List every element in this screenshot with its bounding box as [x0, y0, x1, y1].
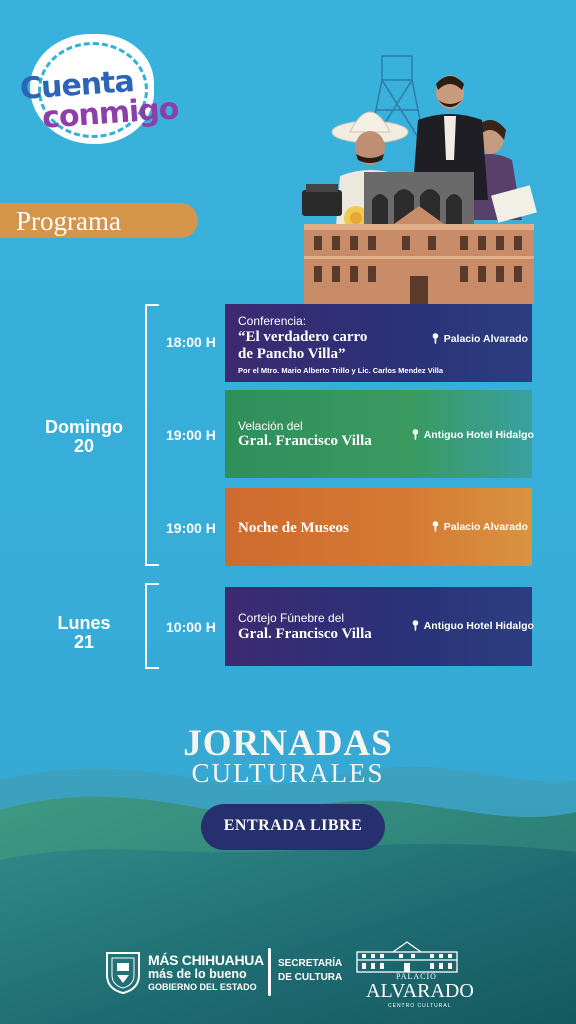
footer-divider [268, 948, 271, 996]
event-time: 18:00 H [166, 334, 216, 350]
programa-label [0, 203, 198, 238]
day-name: Domingo [45, 417, 123, 437]
day-number: 21 [73, 632, 95, 652]
location-text: Palacio Alvarado [443, 333, 528, 345]
centro-cultural-text: CENTRO CULTURAL [388, 1003, 452, 1009]
de-cultura-text: DE CULTURA [278, 972, 343, 983]
alvarado-text: ALVARADO [366, 980, 474, 1002]
day-name: Lunes [57, 613, 111, 633]
secretaria-text: SECRETARÍA [278, 958, 343, 969]
palacio-text: PALACIO [396, 972, 437, 981]
event-time: 10:00 H [166, 619, 216, 635]
event-title-line1: “El verdadero carro [238, 329, 368, 345]
day-number: 20 [73, 436, 95, 456]
event-card-conferencia [225, 304, 532, 382]
logo-word-conmigo: conmigo [40, 91, 180, 136]
day-label-domingo [36, 418, 132, 456]
gobierno-estado-text: GOBIERNO DEL ESTADO [148, 982, 257, 992]
event-location [409, 429, 534, 441]
event-kind: Velación del [238, 419, 303, 433]
historical-collage-image [298, 50, 540, 304]
jornadas-title: JORNADAS [183, 723, 393, 764]
event-time: 19:00 H [166, 427, 216, 443]
logo-word-cuenta: Cuenta [18, 64, 135, 107]
event-time: 19:00 H [166, 520, 216, 536]
location-pin-icon: 📍︎ [409, 621, 422, 632]
cuenta-conmigo-logo [18, 28, 196, 146]
event-credit: Por el Mtro. Mario Alberto Trillo y Lic. Carlos Mendez Villa [238, 366, 444, 375]
location-text: Palacio Alvarado [443, 521, 528, 533]
culturales-title: CULTURALES [191, 758, 385, 788]
location-pin-icon: 📍︎ [429, 334, 442, 345]
location-pin-icon: 📍︎ [429, 522, 442, 533]
mas-chihuahua-text: MÁS CHIHUAHUA [148, 952, 264, 968]
entrada-libre-badge [201, 804, 385, 850]
event-location [429, 333, 528, 345]
day-bracket-lunes [145, 583, 159, 669]
mas-de-lo-bueno-text: más de lo bueno [148, 967, 247, 981]
event-card-velacion [225, 390, 532, 478]
location-text: Antiguo Hotel Hidalgo [423, 620, 534, 632]
event-location [409, 620, 534, 632]
programa-text: Programa [16, 206, 121, 236]
event-kind: Cortejo Fúnebre del [238, 611, 345, 625]
event-title-line1: Gral. Francisco Villa [238, 626, 372, 642]
day-label-lunes [36, 614, 132, 652]
event-location [429, 521, 528, 533]
location-pin-icon: 📍︎ [409, 430, 422, 441]
event-title-line1: Gral. Francisco Villa [238, 433, 372, 449]
event-card-noche-museos [225, 488, 532, 566]
entrada-libre-text: ENTRADA LIBRE [223, 817, 363, 834]
state-shield-icon [104, 949, 142, 995]
event-title-line2: de Pancho Villa” [238, 346, 346, 362]
location-text: Antiguo Hotel Hidalgo [423, 429, 534, 441]
day-bracket-domingo [145, 304, 159, 566]
event-title-line1: Noche de Museos [238, 520, 349, 536]
event-card-cortejo [225, 587, 532, 666]
event-kind: Conferencia: [238, 314, 307, 328]
